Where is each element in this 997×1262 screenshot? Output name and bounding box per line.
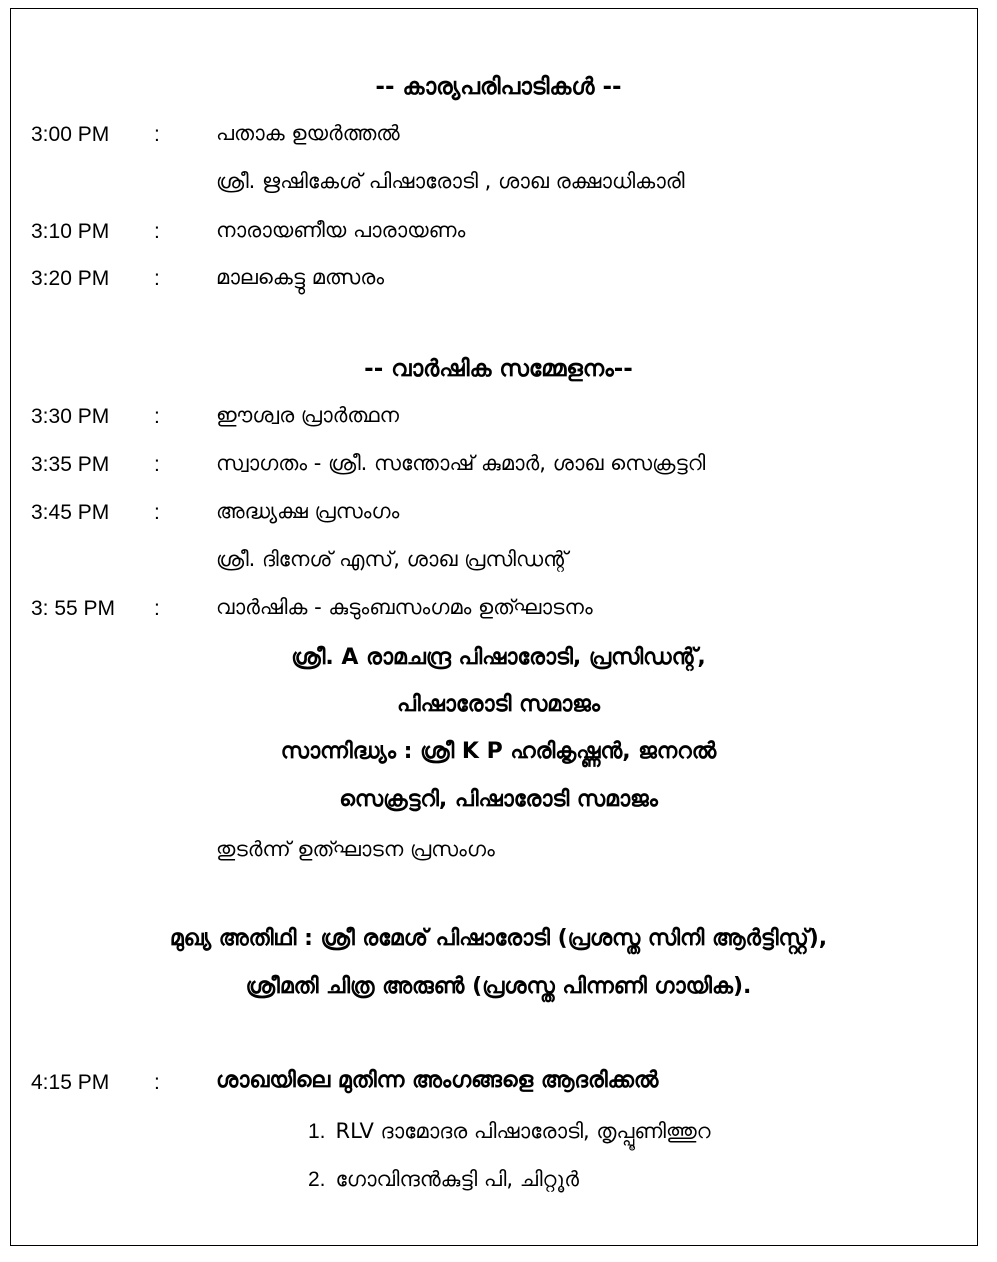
schedule-item-detail: ശ്രീ. ദിനേശ് എസ്, ശാഖ പ്രസിഡന്റ് xyxy=(216,547,568,571)
time-separator: : xyxy=(154,220,160,243)
schedule-time: 3:30 PM xyxy=(31,405,110,428)
inaugurator-line: ശ്രീ. A രാമചന്ദ്ര പിഷാരോടി, പ്രസിഡന്റ്, xyxy=(291,645,706,670)
schedule-item: സ്വാഗതം - ശ്രീ. സന്തോഷ് കുമാർ, ശാഖ സെക്രട്ടറി xyxy=(216,451,706,475)
honoree-list-item xyxy=(308,1119,711,1144)
time-separator: : xyxy=(154,267,160,290)
schedule-item: നാരായണീയ പാരായണം xyxy=(216,218,466,242)
time-separator: : xyxy=(154,1071,160,1094)
schedule-item: വാർഷിക - കുടുംബസംഗമം ഉത്ഘാടനം xyxy=(216,595,593,619)
annual-meeting-heading: -- വാർഷിക സമ്മേളനം-- xyxy=(364,356,633,382)
presence-line: സെക്രട്ടറി, പിഷാരോടി സമാജം xyxy=(339,787,658,812)
honoree-list-item xyxy=(308,1167,579,1192)
inaugurator-line: പിഷാരോടി സമാജം xyxy=(397,692,600,717)
list-number: 2. xyxy=(308,1168,326,1191)
honoree-name: RLV ദാമോദര പിഷാരോടി, തൃപ്പൂണിത്തുറ xyxy=(335,1119,711,1143)
schedule-time: 3:10 PM xyxy=(31,220,110,243)
time-separator: : xyxy=(154,597,160,620)
chief-guest-line: ശ്രീമതി ചിത്ര അരുൺ (പ്രശസ്ത പിന്നണി ഗായിക). xyxy=(245,974,752,999)
list-number: 1. xyxy=(308,1120,326,1143)
schedule-item: ഈശ്വര പ്രാർത്ഥന xyxy=(216,403,399,427)
presence-line: സാന്നിദ്ധ്യം : ശ്രീ K P ഹരികൃഷ്ണൻ, ജനറൽ xyxy=(280,739,717,764)
schedule-item: പതാക ഉയർത്തൽ xyxy=(216,121,400,145)
schedule-time: 3:00 PM xyxy=(31,123,110,146)
schedule-time: 4:15 PM xyxy=(31,1071,110,1094)
page-frame-bottom xyxy=(10,578,978,1246)
inaugural-speech-note: തുടർന്ന് ഉത്ഘാടന പ്രസംഗം xyxy=(216,837,495,861)
schedule-time: 3:35 PM xyxy=(31,453,110,476)
schedule-item: അദ്ധ്യക്ഷ പ്രസംഗം xyxy=(216,499,400,523)
schedule-time: 3:20 PM xyxy=(31,267,110,290)
schedule-item: മാലകെട്ടു മത്സരം xyxy=(216,265,385,289)
schedule-time: 3:45 PM xyxy=(31,501,110,524)
time-separator: : xyxy=(154,453,160,476)
honoree-name: ഗോവിന്ദൻകുട്ടി പി, ചിറ്റൂർ xyxy=(335,1167,580,1191)
chief-guest-line: മുഖ്യ അതിഥി : ശ്രീ രമേശ് പിഷാരോടി (പ്രശസ്ത സിനി ആർട്ടിസ്റ്റ്), xyxy=(169,926,828,951)
time-separator: : xyxy=(154,123,160,146)
schedule-time: 3: 55 PM xyxy=(31,597,116,620)
honour-item: ശാഖയിലെ മുതിന്ന അംഗങ്ങളെ ആദരിക്കൽ xyxy=(216,1068,659,1093)
time-separator: : xyxy=(154,405,160,428)
schedule-item-detail: ശ്രീ. ഋഷികേശ് പിഷാരോടി , ശാഖ രക്ഷാധികാരി xyxy=(216,169,685,193)
programme-heading: -- കാര്യപരിപാടികൾ -- xyxy=(375,74,622,100)
time-separator: : xyxy=(154,501,160,524)
